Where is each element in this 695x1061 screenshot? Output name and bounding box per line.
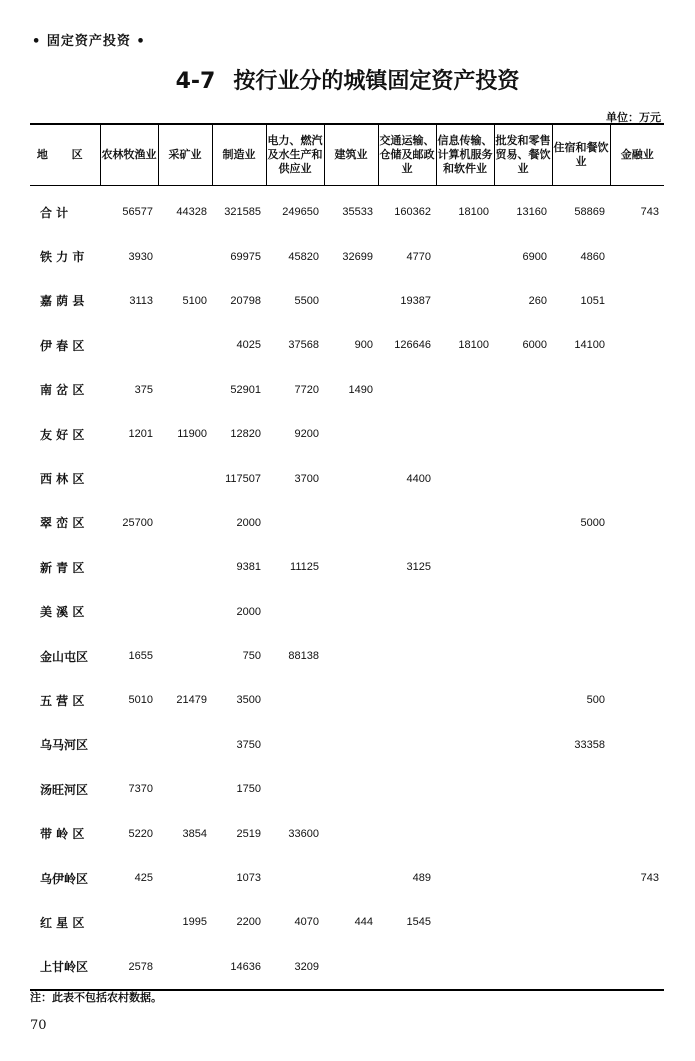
- table-cell: [100, 590, 158, 634]
- table-cell: [158, 945, 212, 990]
- table-cell: 37568: [288, 339, 319, 352]
- table-cell: [436, 945, 494, 990]
- table-cell: [494, 501, 552, 545]
- table-cell: [610, 678, 664, 722]
- table-row: [30, 634, 664, 678]
- table-row: [30, 590, 664, 634]
- table-cell: 900: [354, 339, 373, 352]
- table-row: [30, 234, 664, 278]
- table-cell: [436, 412, 494, 456]
- region-name: 铁 力 市: [40, 250, 85, 265]
- region-name: 五 营 区: [40, 693, 85, 708]
- table-cell: 425: [134, 872, 153, 885]
- region-name: 翠 峦 区: [40, 516, 85, 531]
- table-cell: [552, 412, 610, 456]
- table-title: 按行业分的城镇固定资产投资: [233, 69, 520, 94]
- table-cell: [436, 279, 494, 323]
- table-cell: [266, 723, 324, 767]
- table-cell: [494, 456, 552, 500]
- table-cell: [610, 634, 664, 678]
- footnote: 注：此表不包括农村数据。: [30, 991, 162, 1004]
- page-number: 70: [30, 1018, 47, 1033]
- table-cell: [610, 456, 664, 500]
- table-row: [30, 900, 664, 944]
- region-name: 红 星 区: [40, 915, 85, 930]
- table-cell: 3209: [266, 945, 324, 990]
- table-cell: [378, 945, 436, 990]
- table-cell: [158, 368, 212, 412]
- table-cell: 6900: [522, 250, 547, 263]
- table-cell: [610, 501, 664, 545]
- table-cell: 44328: [176, 206, 207, 219]
- table-cell: [610, 590, 664, 634]
- table-cell: [610, 767, 664, 811]
- table-cell: 3750: [236, 738, 261, 751]
- table-cell: 11125: [290, 561, 319, 574]
- table-cell: [552, 900, 610, 944]
- table-cell: [610, 811, 664, 855]
- table-row: [30, 545, 664, 589]
- col-header-construction: 建筑业: [324, 124, 378, 186]
- table-cell: [158, 634, 212, 678]
- table-cell: 3125: [406, 561, 431, 574]
- table-cell: [436, 368, 494, 412]
- table-cell: 750: [242, 650, 261, 663]
- table-cell: 5000: [580, 516, 605, 529]
- table-row: [30, 678, 664, 722]
- table-cell: [552, 456, 610, 500]
- table-cell: 3930: [128, 250, 153, 263]
- table-cell: [100, 723, 158, 767]
- table-cell: [158, 323, 212, 367]
- table-cell: [324, 634, 378, 678]
- table-row: [30, 501, 664, 545]
- table-cell: 321585: [224, 206, 261, 219]
- table-cell: [610, 723, 664, 767]
- table-cell: 375: [134, 383, 153, 396]
- table-cell: [436, 634, 494, 678]
- table-cell: 4025: [236, 339, 261, 352]
- table-cell: 2519: [236, 827, 261, 840]
- table-cell: [378, 811, 436, 855]
- table-cell: [158, 501, 212, 545]
- table-cell: 13160: [516, 206, 547, 219]
- table-cell: [378, 767, 436, 811]
- region-name: 金山屯区: [40, 649, 89, 664]
- table-cell: [378, 634, 436, 678]
- table-cell: 489: [412, 872, 431, 885]
- region-name: 伊 春 区: [40, 338, 85, 353]
- table-cell: 32699: [342, 250, 373, 263]
- table-cell: [324, 811, 378, 855]
- table-cell: [158, 545, 212, 589]
- region-name: 嘉 荫 县: [40, 294, 85, 309]
- table-cell: 5010: [128, 694, 153, 707]
- table-cell: 7370: [128, 783, 153, 796]
- page-title: [0, 64, 695, 95]
- table-cell: [158, 856, 212, 900]
- table-cell: 9200: [294, 428, 319, 441]
- table-cell: [494, 412, 552, 456]
- table-cell: 1655: [128, 650, 153, 663]
- table-row: [30, 412, 664, 456]
- table-cell: [552, 811, 610, 855]
- table-cell: [436, 501, 494, 545]
- table-cell: [100, 900, 158, 944]
- table-cell: [266, 590, 324, 634]
- table-cell: [378, 501, 436, 545]
- table-cell: 5500: [294, 294, 319, 307]
- table-cell: 1750: [236, 783, 261, 796]
- table-cell: 1545: [406, 916, 431, 929]
- table-cell: 35533: [342, 206, 373, 219]
- table-cell: [324, 856, 378, 900]
- table-cell: [494, 634, 552, 678]
- table-cell: [610, 945, 664, 990]
- region-name: 乌伊岭区: [40, 871, 89, 886]
- region-name: 新 青 区: [40, 560, 85, 575]
- region-name: 汤旺河区: [40, 782, 89, 797]
- table-cell: [100, 456, 158, 500]
- table-cell: [610, 323, 664, 367]
- table-cell: [436, 456, 494, 500]
- region-name: 南 岔 区: [40, 383, 85, 398]
- table-cell: 14100: [574, 339, 605, 352]
- table-cell: [552, 767, 610, 811]
- table-cell: 3500: [236, 694, 261, 707]
- table-cell: 444: [354, 916, 373, 929]
- table-cell: [610, 368, 664, 412]
- col-header-hospitality: 住宿和餐饮业: [552, 124, 610, 186]
- region-name: 乌马河区: [40, 738, 89, 753]
- region-name: 美 溪 区: [40, 605, 85, 620]
- table-cell: 160362: [394, 206, 431, 219]
- unit-label: 单位：万元: [606, 111, 661, 124]
- table-row: [30, 323, 664, 367]
- table-cell: [324, 545, 378, 589]
- table-cell: 5100: [182, 294, 207, 307]
- table-cell: 14636: [212, 945, 266, 990]
- table-cell: 3113: [129, 294, 153, 307]
- table-cell: [324, 412, 378, 456]
- table-cell: 11900: [177, 428, 207, 441]
- table-cell: [494, 856, 552, 900]
- table-cell: 33358: [574, 738, 605, 751]
- table-cell: 1073: [236, 872, 261, 885]
- table-cell: 2000: [236, 605, 261, 618]
- region-name: 上甘岭区: [30, 945, 100, 990]
- table-cell: [158, 234, 212, 278]
- table-cell: 21479: [176, 694, 207, 707]
- table-header-row: [30, 124, 664, 186]
- col-header-manufacturing: 制造业: [212, 124, 266, 186]
- region-name: 友 好 区: [40, 427, 85, 442]
- table-cell: 6000: [522, 339, 547, 352]
- table-cell: [324, 723, 378, 767]
- table-cell: [436, 900, 494, 944]
- table-cell: [324, 501, 378, 545]
- table-cell: 249650: [282, 206, 319, 219]
- table-cell: [266, 856, 324, 900]
- table-cell: [610, 279, 664, 323]
- table-cell: 18100: [458, 339, 489, 352]
- table-cell: [552, 945, 610, 990]
- table-cell: 56577: [122, 206, 153, 219]
- table-cell: 1995: [182, 916, 207, 929]
- table-cell: [494, 368, 552, 412]
- table-cell: 33600: [288, 827, 319, 840]
- table-cell: [324, 456, 378, 500]
- table-cell: [324, 945, 378, 990]
- table-cell: [552, 856, 610, 900]
- table-cell: [158, 723, 212, 767]
- table-row: [30, 186, 664, 235]
- table-cell: [436, 723, 494, 767]
- table-cell: 9381: [236, 561, 261, 574]
- table-cell: 3700: [294, 472, 319, 485]
- table-cell: 18100: [458, 206, 489, 219]
- table-cell: [494, 545, 552, 589]
- table-cell: 3854: [182, 827, 207, 840]
- col-header-it: 信息传输、计算机服务和软件业: [436, 124, 494, 186]
- table-cell: 88138: [288, 650, 319, 663]
- region-name: 西 林 区: [40, 472, 85, 487]
- table-cell: [494, 678, 552, 722]
- region-name: 带 岭 区: [40, 827, 85, 842]
- table-row: [30, 945, 664, 990]
- table-cell: [494, 811, 552, 855]
- table-cell: [378, 368, 436, 412]
- table-row: [30, 723, 664, 767]
- table-cell: 126646: [394, 339, 431, 352]
- table-cell: 45820: [288, 250, 319, 263]
- table-cell: [266, 501, 324, 545]
- table-row: [30, 767, 664, 811]
- table-cell: [610, 545, 664, 589]
- table-cell: 4070: [294, 916, 319, 929]
- table-cell: 2200: [236, 916, 261, 929]
- col-header-agriculture: 农林牧渔业: [100, 124, 158, 186]
- table-cell: [158, 590, 212, 634]
- table-cell: [378, 678, 436, 722]
- table-cell: [378, 723, 436, 767]
- table-number: 4-7: [175, 69, 216, 94]
- table-cell: 19387: [400, 294, 431, 307]
- table-cell: [552, 368, 610, 412]
- table-cell: [100, 323, 158, 367]
- table-cell: 4770: [406, 250, 431, 263]
- table-cell: 743: [640, 872, 659, 885]
- col-header-finance: 金融业: [610, 124, 664, 186]
- col-header-region: 地 区: [30, 124, 100, 186]
- table-cell: 743: [640, 206, 659, 219]
- table-cell: [158, 767, 212, 811]
- table-cell: [436, 545, 494, 589]
- table-cell: [552, 634, 610, 678]
- table-cell: [324, 590, 378, 634]
- table-cell: [552, 545, 610, 589]
- table-cell: [378, 412, 436, 456]
- table-cell: 260: [528, 294, 547, 307]
- table-cell: [378, 590, 436, 634]
- table-cell: 25700: [122, 516, 153, 529]
- table-row: [30, 456, 664, 500]
- table-cell: [324, 678, 378, 722]
- table-cell: [494, 723, 552, 767]
- table-cell: [494, 590, 552, 634]
- table-cell: [436, 590, 494, 634]
- table-cell: [324, 767, 378, 811]
- table-cell: [266, 767, 324, 811]
- table-cell: [610, 234, 664, 278]
- table-cell: 117507: [225, 472, 261, 485]
- section-header: • 固定资产投资 •: [32, 34, 146, 49]
- table-cell: [610, 412, 664, 456]
- table-cell: [436, 856, 494, 900]
- table-cell: 12820: [230, 428, 261, 441]
- table-row: [30, 279, 664, 323]
- investment-table: [30, 123, 664, 991]
- table-cell: 69975: [230, 250, 261, 263]
- table-cell: [158, 456, 212, 500]
- table-row: [30, 856, 664, 900]
- table-cell: 1201: [128, 428, 153, 441]
- col-header-mining: 采矿业: [158, 124, 212, 186]
- table-cell: 4400: [406, 472, 431, 485]
- table-cell: [494, 900, 552, 944]
- table-cell: 500: [586, 694, 605, 707]
- table-cell: 7720: [294, 383, 319, 396]
- table-cell: [436, 234, 494, 278]
- table-cell: [266, 678, 324, 722]
- table-cell: 52901: [230, 383, 261, 396]
- table-cell: 1490: [348, 383, 373, 396]
- table-cell: 20798: [230, 294, 261, 307]
- table-cell: 5220: [128, 827, 153, 840]
- table-cell: [436, 767, 494, 811]
- col-header-trade: 批发和零售贸易、餐饮业: [494, 124, 552, 186]
- table-cell: 2000: [236, 516, 261, 529]
- table-cell: [494, 767, 552, 811]
- col-header-transport: 交通运输、仓储及邮政业: [378, 124, 436, 186]
- table-cell: [552, 590, 610, 634]
- region-name: 合 计: [40, 205, 69, 220]
- table-cell: 2578: [100, 945, 158, 990]
- table-cell: [610, 900, 664, 944]
- table-cell: [100, 545, 158, 589]
- table-row: [30, 368, 664, 412]
- table-cell: [494, 945, 552, 990]
- table-row: [30, 811, 664, 855]
- table-cell: [436, 811, 494, 855]
- table-cell: [324, 279, 378, 323]
- table-cell: 1051: [580, 294, 605, 307]
- table-cell: 4860: [580, 250, 605, 263]
- table-cell: [436, 678, 494, 722]
- col-header-utilities: 电力、燃汽及水生产和供应业: [266, 124, 324, 186]
- table-cell: 58869: [574, 206, 605, 219]
